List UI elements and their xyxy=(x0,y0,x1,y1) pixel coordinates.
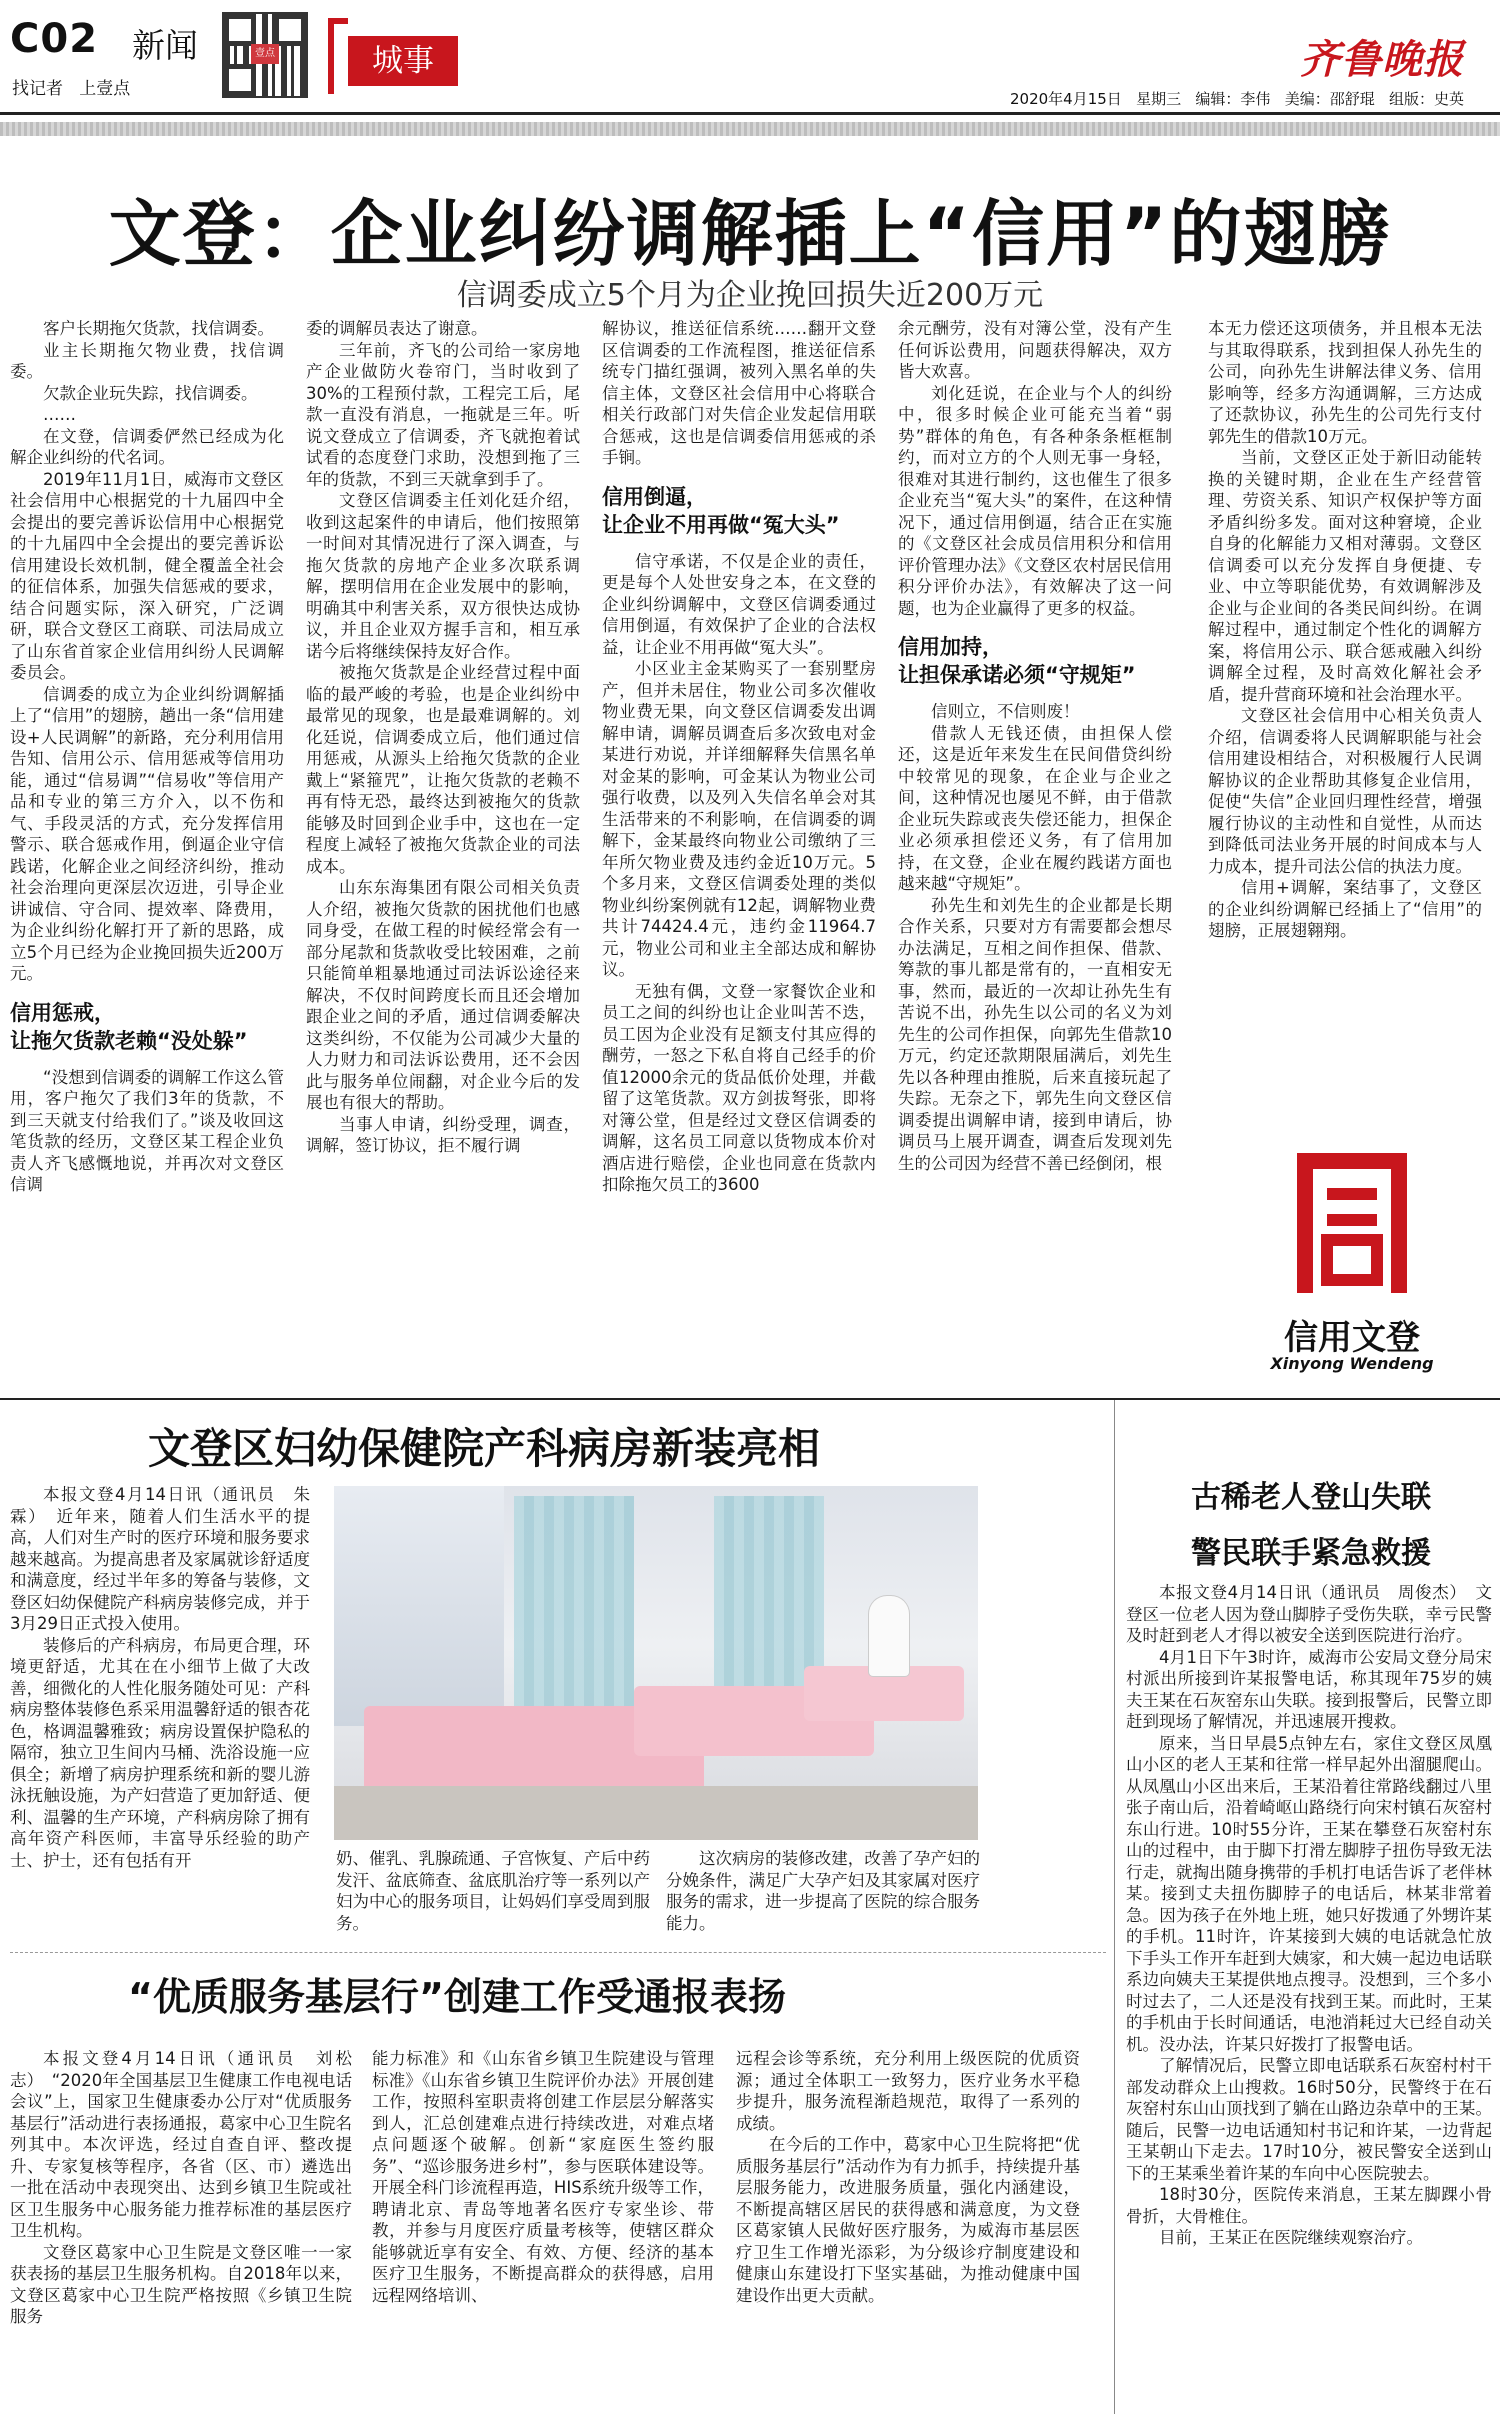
page-number: C02 xyxy=(10,16,99,62)
paragraph: 信则立，不信则废！ xyxy=(931,702,1080,721)
article1-column-1 xyxy=(10,318,284,1386)
paragraph: 在今后的工作中，葛家中心卫生院将把“优质服务基层行”活动作为有力抓手，持续提升基层服务能力，改进服务质量，强化内涵建设，不断提高辖区居民的获得感和满意度，为文登区葛家镇人民做好医疗服务，为威海市基层医疗卫生工作增光添彩，为分级诊疗制度建设和健康山东建设打下坚实基础，为推动健康中国建设作出更大贡献。 xyxy=(736,2135,1080,2305)
paragraph: 18时30分，医院传来消息，王某左脚踝小骨骨折，大骨椎住。 xyxy=(1126,2185,1492,2226)
article1-headline: 文登：企业纠纷调解插上“信用”的翅膀 xyxy=(108,192,1392,276)
ward-photo xyxy=(334,1486,978,1840)
paragraph: 当事人申请，纠纷受理，调查，调解，签订协议，拒不履行调 xyxy=(306,1114,580,1155)
column-tag-bracket xyxy=(328,18,348,94)
paragraph: 本无力偿还这项债务，并且根本无法与其取得联系，找到担保人孙先生的公司，向孙先生讲解法律义务、信用影响等，经多方沟通调解，三方达成了还款协议，孙先生的公司先行支付郭先生的借款10万元。 xyxy=(1208,319,1482,446)
article4-headline: “优质服务基层行”创建工作受通报表扬 xyxy=(128,1975,786,2019)
article1-column-5 xyxy=(1208,318,1482,1138)
section-name: 新闻 xyxy=(132,26,198,65)
paragraph: 借款人无钱还债，由担保人偿还，这是近年来发生在民间借贷纠纷中较常见的现象，在企业与企业之间，这种情况也屡见不鲜，由于借款企业玩失踪或丧失偿还能力，担保企业必须承担偿还义务，有了信用加持，在文登，企业在履约践诺方面也越来越“守规矩”。 xyxy=(898,723,1172,893)
paragraph: 客户长期拖欠货款，找信调委。 xyxy=(43,319,274,338)
paragraph: 解协议，推送征信系统……翻开文登区信调委的工作流程图，推送征信系统专门描红强调，被列入黑名单的失信主体，文登区社会信用中心将联合相关行政部门对失信企业发起信用联合惩戒，这也是信调委信用惩戒的杀手锏。 xyxy=(602,319,876,467)
paragraph: 小区业主金某购买了一套别墅房产，但并未居住，物业公司多次催收物业费无果，向文登区信调委发出调解申请，调解员调查后多次致电对金某进行劝说，并详细解释失信黑名单对金某的影响，可金某认为物业公司强行收费，以及列入失信名单会对其生活带来的不利影响，在信调委的调解下，金某最终向物业公司缴纳了三年所欠物业费及违约金近10万元。5个多月来，文登区信调委处理的类似物业纠纷案例就有12起，调解物业费共计74424.4元，违约金11964.7元，物业公司和业主全部达成和解协议。 xyxy=(602,659,876,979)
paragraph: 委的调解员表达了谢意。 xyxy=(306,319,488,338)
issue-info: 2020年4月15日 星期三 编辑：李伟 美编：邵舒琨 组版：史英 xyxy=(1010,90,1465,108)
paragraph: 文登区信调委主任刘化廷介绍，收到这起案件的申请后，他们按照第一时间对其情况进行了深入调查，与拖欠货款的房地产企业多次联系调解，摆明信用在企业发展中的影响，明确其中利害关系，双方很快达成协议，并且企业双方握手言和，相互承诺今后将继续保持友好合作。 xyxy=(306,491,580,661)
paragraph: 本报文登4月14日讯（通讯员 朱霖） 近年来，随着人们生活水平的提高，人们对生产时的医疗环境和服务要求越来越高。为提高患者及家属就诊舒适度和满意度，经过半年多的筹备与装修，文登区妇幼保健院产科病房装修完成，并于3月29日正式投入使用。 xyxy=(10,1485,310,1633)
paragraph: 无独有偶，文登一家餐饮企业和员工之间的纠纷也让企业叫苦不迭，员工因为企业没有足额支付其应得的酬劳，一怒之下私自将自己经手的价值12000余元的货品低价处理，并截留了这笔货款。双方剑拔弩张，即将对簿公堂，但是经过文登区信调委的调解，这名员工同意以货物成本价对酒店进行赔偿，企业也同意在货款内扣除拖欠员工的3600 xyxy=(602,981,876,1194)
paragraph: 本报文登4月14日讯（通讯员 周俊杰） 文登区一位老人因为登山脚脖子受伤失联，幸亏民警及时赶到老人才得以被安全送到医院进行治疗。 xyxy=(1126,1583,1492,1645)
logo-subtitle: Xinyong Wendeng xyxy=(1270,1354,1434,1373)
paragraph: 三年前，齐飞的公司给一家房地产企业做防火卷帘门，当时收到了30%的工程预付款，工程完工后，尾款一直没有消息，一拖就是三年。听说文登成立了信调委，齐飞就抱着试试看的态度登门求助，没想到拖了三年的货款，不到三天就拿到手了。 xyxy=(306,340,580,489)
paragraph: 信用+调解，案结事了，文登区的企业纠纷调解已经插上了“信用”的翅膀，正展翅翱翔。 xyxy=(1208,878,1482,940)
paragraph: 原来，当日早晨5点钟左右，家住文登区凤凰山小区的老人王某和往常一样早起外出溜腿爬山。从凤凰山小区出来后，王某沿着往常路线翻过八里张子南山后，沿着崎岖山路绕行向宋村镇石灰窑村东山行进。10时55分许，王某在攀登石灰窑村东山的过程中，由于脚下打滑左脚脖子扭伤导致无法行走，就掏出随身携带的手机打电话告诉了老伴林某。接到丈夫扭伤脚脖子的电话后，林某非常着急。因为孩子在外地上班，她只好拨通了外甥许某的手机。11时许，许某接到大姨的电话就急忙放下手头工作开车赶到大姨家，和大姨一起边电话联系边向姨夫王某提供地点搜寻。没想到，三个多小时过去了，二人还是没有找到王某。而此时，王某的手机由于长时间通话，电池消耗过大已经自动关机。没办法，许某只好拨打了报警电话。 xyxy=(1126,1733,1492,2054)
paragraph: 在文登，信调委俨然已经成为化解企业纠纷的代名词。 xyxy=(10,426,284,467)
masthead-gray-bar xyxy=(0,122,1500,136)
newspaper-logo: 齐鲁晚报 xyxy=(1300,36,1464,83)
paragraph: 了解情况后，民警立即电话联系石灰窑村村干部发动群众上山搜救。16时50分，民警终于在石灰窑村东山山顶找到了躺在山路边杂草中的王某。随后，民警一边电话通知村书记和许某，一边背起王某朝山下走去。17时10分，被民警安全送到山下的王某乘坐着许某的车向中心医院驶去。 xyxy=(1126,2056,1492,2183)
column-tag: 城事 xyxy=(348,36,458,86)
article3-body xyxy=(1126,1582,1492,2408)
paragraph: 能力标准》和《山东省乡镇卫生院建设与管理标准》《山东省乡镇卫生院评价办法》开展创建工作，按照科室职责将创建工作层层分解落实到人，汇总创建难点进行持续改进，对难点堵点问题逐个破解。创新“家庭医生签约服务”、“巡诊服务进乡村”，参与医联体建设等。开展全科门诊流程再造，HIS系统升级等工作，聘请北京、青岛等地著名医疗专家坐诊、带教，并参与月度医疗质量考核等，使辖区群众能够就近享有安全、有效、方便、经济的基本医疗卫生服务，不断提高群众的获得感，启用远程网络培训、 xyxy=(372,2049,714,2305)
paragraph: 远程会诊等系统，充分利用上级医院的优质资源；通过全体职工一致努力，医疗业务水平稳步提升，服务流程渐趋规范，取得了一系列的成绩。 xyxy=(736,2049,1080,2133)
article1-column-2 xyxy=(306,318,580,1386)
paragraph: 本报文登4月14日讯（通讯员 刘松志） “2020年全国基层卫生健康工作电视电话会议”上，国家卫生健康委办公厅对“优质服务基层行”活动进行表扬通报，葛家中心卫生院名列其中。本次评选，经过自查自评、整改提升、专家复核等程序，各省（区、市）遴选出一批在活动中表现突出、达到乡镇卫生院或社区卫生服务中心服务能力推荐标准的基层医疗卫生机构。 xyxy=(10,2049,352,2240)
masthead-tagline: 找记者 上壹点 xyxy=(12,79,131,99)
window-panel xyxy=(334,1486,504,1726)
paragraph: 文登区社会信用中心相关负责人介绍，信调委将人民调解职能与社会信用建设相结合，对积极履行人民调解协议的企业帮助其修复企业信用，促使“失信”企业回归理性经营，增强履行协议的主动性和自觉性，从而达到降低司法业务开展的时间成本与人力成本，提升司法公信的执法力度。 xyxy=(1208,706,1482,876)
paragraph: 孙先生和刘先生的企业都是长期合作关系，只要对方有需要都会想尽办法满足，互相之间作担保、借款、筹款的事儿都是常有的，一直相安无事，然而，最近的一次却让孙先生有苦说不出，孙先生以公司的名义为刘先生的公司作担保，向郭先生借款10万元，约定还款期限届满后，刘先生先以各种理由推脱，后来直接玩起了失踪。无奈之下，郭先生向文登区信调委提出调解申请，接到申请后，协调员马上展开调查，调查后发现刘先生的公司因为经营不善已经倒闭，根 xyxy=(898,895,1172,1173)
paragraph: 文登区葛家中心卫生院是文登区唯一一家获表扬的基层卫生服务机构。自2018年以来，文登区葛家中心卫生院严格按照《乡镇卫生院服务 xyxy=(10,2242,352,2326)
article4-column-1 xyxy=(10,2048,352,2410)
section-divider xyxy=(0,1398,1500,1400)
article3-headline-line2: 警民联手紧急救援 xyxy=(1191,1536,1431,1571)
paragraph: 装修后的产科病房，布局更合理，环境更舒适，尤其在在小细节上做了大改善，细微化的人性化服务随处可见：产科病房整体装修色系采用温馨舒适的银杏花色，格调温馨雅致；病房设置保护隐私的隔帘，独立卫生间内马桶、洗浴设施一应俱全；新增了病房护理系统和新的婴儿游泳抚触设施，为产妇营造了更加舒适、便利、温馨的生产环境，产科病房除了拥有高年资产科医师，丰富导乐经验的助产士、护士，还有包括有开 xyxy=(10,1635,310,1870)
section-divider xyxy=(10,1952,1106,1953)
paragraph: 业主长期拖欠物业费，找信调委。 xyxy=(10,340,284,381)
paragraph: 信守承诺，不仅是企业的责任，更是每个人处世安身之本，在文登的企业纠纷调解中，文登区信调委通过信用倒逼，有效保护了企业的合法权益，让企业不用再做“冤大头”。 xyxy=(602,551,876,657)
section-subheading: 信用惩戒， 让拖欠货款老赖“没处躲” xyxy=(10,1000,248,1053)
qr-code-icon xyxy=(222,12,308,98)
paragraph: 4月1日下午3时许，威海市公安局文登分局宋村派出所接到许某报警电话，称其现年75岁的姨夫王某在石灰窑东山失联。接到报警后，民警立即赶到现场了解情况，并迅速展开搜救。 xyxy=(1126,1647,1492,1731)
floor xyxy=(334,1786,978,1840)
logo-title: 信用文登 xyxy=(1284,1318,1420,1358)
paragraph: 余元酬劳，没有对簿公堂，没有产生任何诉讼费用，问题获得解决，双方皆大欢喜。 xyxy=(898,319,1172,381)
qr-badge: 壹点 xyxy=(251,44,279,64)
paragraph: 刘化廷说，在企业与个人的纠纷中，很多时候企业可能充当着“弱势”群体的角色，有各种条条框框制约，而对立方的个人则无事一身轻，很难对其进行制约，这也催生了很多企业充当“冤大头”的案件，在这种情况下，通过信用倒逼，结合正在实施的《文登区社会成员信用积分和信用评价管理办法》《文登区农村居民信用积分评价办法》，有效解决了这一问题，也为企业赢得了更多的权益。 xyxy=(898,383,1172,618)
article4-column-3 xyxy=(736,2048,1080,2410)
paragraph: …… xyxy=(43,405,76,424)
xinyong-wendeng-logo xyxy=(1262,1148,1442,1378)
article1-column-3 xyxy=(602,318,876,1386)
article2-column-2 xyxy=(336,1848,650,1944)
xinyong-logo-icon xyxy=(1287,1148,1417,1298)
article4-column-2 xyxy=(372,2048,714,2410)
article3-headline-line1: 古稀老人登山失联 xyxy=(1191,1480,1431,1515)
paragraph: 信调委的成立为企业纠纷调解插上了“信用”的翅膀，趟出一条“信用建设+人民调解”的新路，充分利用信用告知、信用公示、信用惩戒等信用功能，通过“信易调”“信易收”等信用产品和专业的第三方介入，以不伤和气、手段灵活的方式，充分发挥信用警示、联合惩戒作用，倒逼企业守信践诺，化解企业之间经济纠纷，推动社会治理向更深层次迈进，引导企业讲诚信、守合同、提效率、降费用，为企业纠纷化解打开了新的思路，成立5个月已经为企业挽回损失近200万元。 xyxy=(10,684,284,983)
article2-column-1 xyxy=(10,1484,310,1944)
vertical-divider xyxy=(1114,1400,1115,2414)
paragraph: “没想到信调委的调解工作这么管用，客户拖欠了我们3年的货款，不到三天就支付给我们了。”谈及收回这笔货款的经历，文登区某工程企业负责人齐飞感慨地说，并再次对文登区信调 xyxy=(10,1067,284,1194)
article2-column-3 xyxy=(666,1848,980,1944)
article1-subhead: 信调委成立5个月为企业挽回损失近200万元 xyxy=(456,278,1044,313)
section-subheading: 信用加持， 让担保承诺必须“守规矩” xyxy=(898,635,1136,687)
paragraph: 当前，文登区正处于新旧动能转换的关键时期，企业在生产经营管理、劳资关系、知识产权保护等方面矛盾纠纷多发。面对这种窘境，企业自身的化解能力又相对薄弱。文登区信调委可以充分发挥自身便捷、专业、中立等职能优势，有效调解涉及企业与企业间的各类民间纠纷。在调解过程中，通过制定个性化的调解方案，将信用公示、联合惩戒融入纠纷调解全过程，及时高效化解社会矛盾，提升营商环境和社会治理水平。 xyxy=(1208,448,1482,704)
paragraph: 2019年11月1日，威海市文登区社会信用中心根据党的十九届四中全会提出的要完善诉讼信用中心根据党的十九届四中全会提出的要完善诉讼信用建设长效机制，健全覆盖全社会的征信体系，加强失信惩戒的要求，结合问题实际，深入研究，广泛调研，联合文登区工商联、司法局成立了山东省首家企业信用纠纷人民调解委员会。 xyxy=(10,469,284,682)
paragraph: 奶、催乳、乳腺疏通、子宫恢复、产后中药发汗、盆底筛查、盆底肌治疗等一系列以产妇为中心的服务项目，让妈妈们享受周到服务。 xyxy=(336,1849,650,1933)
nurse-figure xyxy=(869,1596,909,1676)
article1-column-4 xyxy=(898,318,1172,1386)
paragraph: 欠款企业玩失踪，找信调委。 xyxy=(43,383,258,403)
masthead-rule xyxy=(0,112,1500,115)
paragraph: 被拖欠货款是企业经营过程中面临的最严峻的考验，也是企业纠纷中最常见的现象，也是最难调解的。刘化廷说，信调委成立后，他们通过信用惩戒，从源头上给拖欠货款的企业戴上“紧箍咒”，让拖欠货款的老赖不再有恃无恐，最终达到被拖欠的货款能够及时回到企业手中，这也在一定程度上减轻了被拖欠货款企业的司法成本。 xyxy=(306,663,580,876)
paragraph: 这次病房的装修改建，改善了孕产妇的分娩条件，满足广大孕产妇及其家属对医疗服务的需求，进一步提高了医院的综合服务能力。 xyxy=(666,1849,980,1933)
article2-headline: 文登区妇幼保健院产科病房新装亮相 xyxy=(148,1424,821,1473)
paragraph: 山东东海集团有限公司相关负责人介绍，被拖欠货款的困扰他们也感同身受，在做工程的时候经常会有一部分尾款和货款收受比较困难，之前只能简单粗暴地通过司法诉讼途径来解决，不仅时间跨度长而且还会增加跟企业之间的矛盾，通过信调委解决这类纠纷，不仅能为公司减少大量的人力财力和司法诉讼费用，还不会因此与服务单位闹翻，对企业今后的发展也有很大的帮助。 xyxy=(306,878,580,1112)
section-subheading: 信用倒逼， 让企业不用再做“冤大头” xyxy=(602,484,840,537)
paragraph: 目前，王某正在医院继续观察治疗。 xyxy=(1159,2228,1423,2247)
